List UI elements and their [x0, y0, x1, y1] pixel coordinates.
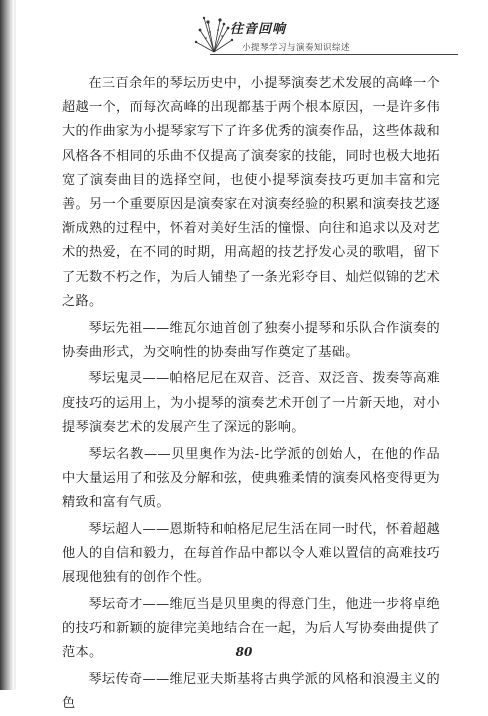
paragraph-wieniawski: 琴坛传奇——维尼亚夫斯基将古典学派的风格和浪漫主义的色 [62, 671, 440, 712]
header-title: 往音回响 [230, 22, 287, 37]
paragraph-paganini: 琴坛鬼灵——帕格尼尼在双音、泛音、双泛音、拨奏等高难度技巧的运用上，为小提琴的演奏艺术开创了一片新天地，对小提琴演奏艺术的发展产生了深远的影响。 [62, 371, 440, 435]
paragraph-vivaldi: 琴坛先祖——维瓦尔迪首创了独奏小提琴和乐队合作演奏的协奏曲形式，为交响性的协奏曲写作奠定了基础。 [62, 320, 440, 360]
page-number: 80 [235, 645, 253, 659]
header-subtitle: 小提琴学习与演奏知识综述 [242, 43, 351, 53]
running-header [190, 12, 480, 64]
paragraph-beriot: 琴坛名教——贝里奥作为法-比学派的创始人，在他的作品中大量运用了和弦及分解和弦，使典雅柔情的演奏风格变得更为精致和富有气质。 [62, 446, 440, 510]
paragraph-vieuxtemps: 琴坛奇才——维厄当是贝里奥的得意门生，他进一步将卓绝的技巧和新颖的旋律完美地结合在一起，为后人写协奏曲提供了范本。 [62, 596, 440, 661]
paragraph-ernst: 琴坛超人——恩斯特和帕格尼尼生活在同一时代，怀着超越他人的自信和毅力，在每首作品中都以令人难以置信的高难技巧展现他独有的创作个性。 [62, 521, 440, 586]
paragraph-intro: 在三百余年的琴坛历史中，小提琴演奏艺术发展的高峰一个超越一个，而每次高峰的出现都基于两个根本原因，一是许多伟大的作曲家为小提琴家写下了许多优秀的演奏作品，这些体裁和风格各不相同的乐曲不仅提高了演奏家的技能，同时也极大地拓宽了演奏曲目的选择空间，也使小提琴演奏技巧更加丰富和完善。另一个重要原因是演奏家在对演奏经验的积累和演奏技艺逐渐成熟的过程中，怀着对美好生活的憧憬、向往和追求以及对艺术的热爱，在不同的时期，用高超的技艺抒发心灵的歌唱，留下了无数不朽之作，为后人铺垫了一条光彩夺目、灿烂似锦的艺术之路。 [62, 76, 440, 309]
header-divider [210, 54, 458, 55]
body-text [62, 72, 440, 716]
book-spine-shadow [0, 0, 14, 690]
page-gutter [14, 0, 16, 690]
